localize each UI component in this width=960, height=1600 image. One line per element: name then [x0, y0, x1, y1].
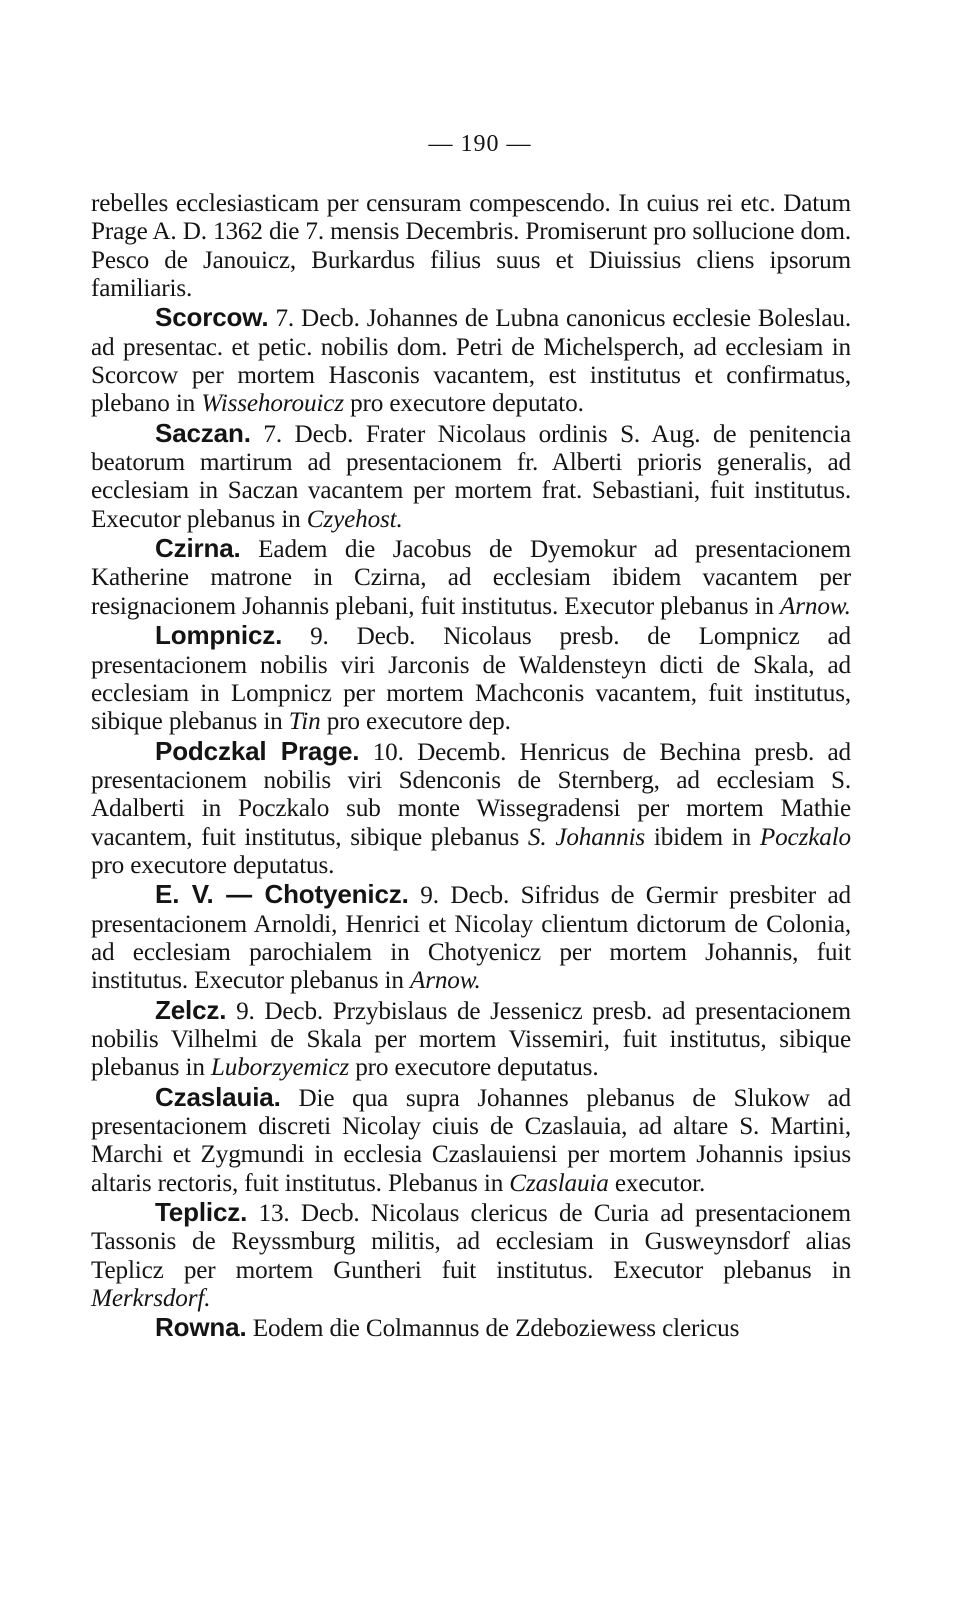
- entry-scorcow: [91, 303, 851, 418]
- entry-text: 9. Decb. Nicolaus presb. de Lompnicz ad presentacionem nobilis viri Jarconis de Waldensteyn dicti de Skala, ad ecclesiam in Lompnicz per mortem Machconis vacantem, fuit institutus, sibique plebanus in: [91, 623, 851, 736]
- entry-italic: Wissehorouicz: [201, 390, 344, 418]
- entry-text: pro executore dep.: [320, 708, 511, 736]
- entry-text: Eadem die Jacobus de Dyemokur ad presentacionem Katherine matrone in Czirna, ad ecclesiam ibidem vacantem per resignacionem Johannis plebani, fuit institutus. Executor plebanus in: [91, 536, 851, 620]
- entry-text: 7. Decb. Johannes de Lubna canonicus ecclesie Boleslau. ad presentac. et petic. nobilis dom. Petri de Michelsperch, ad ecclesiam in Scorcow per mortem Hasconis vacantem, est institutus et confirmatus, plebano in: [91, 305, 851, 418]
- entry-czaslauia: [91, 1083, 851, 1198]
- entry-text: pro executore deputatus.: [349, 1054, 599, 1082]
- entry-text: Eodem die Colmannus de Zdeboziewess clericus: [246, 1315, 740, 1343]
- place-heading: Czaslauia.: [155, 1081, 281, 1112]
- entry-lompnicz: [91, 621, 851, 736]
- place-heading: Podczkal Prage.: [155, 735, 360, 766]
- entry-italic: Arnow.: [409, 967, 481, 995]
- document-body: [91, 190, 851, 1344]
- entry-italic: Poczkalo: [759, 823, 851, 851]
- entry-zelcz: [91, 996, 851, 1083]
- entry-text: 9. Decb. Sifridus de Germir presbiter ad presentacionem Arnoldi, Henrici et Nicolay clientum dictorum de Colonia, ad ecclesiam parochialem in Chotyenicz per mortem Johannis, fuit institutus. Executor plebanus in: [91, 882, 851, 995]
- entry-italic: Tin: [288, 708, 321, 736]
- entry-italic: Merkrsdorf.: [91, 1285, 211, 1313]
- entry-italic: S. Johannis: [527, 823, 646, 851]
- place-heading: Saczan.: [155, 417, 251, 448]
- entry-text: executor.: [608, 1169, 706, 1197]
- entry-text: 9. Decb. Przybislaus de Jessenicz presb. ad presentacionem nobilis Vilhelmi de Skala per mortem Vissemiri, fuit institutus, sibique plebanus in: [91, 997, 851, 1082]
- page-number: — 190 —: [428, 131, 532, 157]
- entry-italic: Czaslauia: [509, 1169, 609, 1197]
- place-heading: E. V. — Chotyenicz.: [155, 879, 409, 910]
- continuation-paragraph: rebelles ecclesiasticam per censuram compescendo. In cuius rei etc. Datum Prage A. D. 1362 die 7. mensis Decembris. Promiserunt pro sollucione dom. Pesco de Janouicz, Burkardus filius suus et Diuissius cliens ipsorum familiaris.: [91, 190, 851, 303]
- entry-text: pro executore deputato.: [343, 390, 584, 418]
- place-heading: Zelcz.: [155, 994, 227, 1025]
- entry-text: ibidem in: [645, 823, 760, 851]
- entry-saczan: [91, 419, 851, 534]
- entry-chotyenicz: [91, 880, 851, 995]
- entry-text: 13. Decb. Nicolaus clericus de Curia ad presentacionem Tassonis de Reyssmburg militis, ad ecclesiam in Gusweynsdorf alias Teplicz per mortem Guntheri fuit institutus. Executor plebanus in: [91, 1200, 851, 1284]
- entry-text: pro executore deputatus.: [91, 851, 335, 879]
- entry-teplicz: [91, 1198, 851, 1313]
- entry-czirna: [91, 534, 851, 621]
- entry-italic: Arnow.: [780, 592, 851, 620]
- entry-text: 10. Decemb. Henricus de Bechina presb. ad presentacionem nobilis viri Sdenconis de Sternberg, ad ecclesiam S. Adalberti in Poczkalo sub monte Wissegradensi per mortem Mathie vacantem, fuit institutus, sibique plebanus: [91, 738, 851, 851]
- entry-italic: Luborzyemicz: [210, 1054, 350, 1082]
- entry-italic: Czyehost.: [306, 505, 403, 533]
- place-heading: Lompnicz.: [155, 620, 283, 651]
- place-heading: Teplicz.: [155, 1197, 248, 1228]
- place-heading: Scorcow.: [155, 302, 269, 333]
- entry-podczkal-prage: [91, 737, 851, 881]
- place-heading: Rowna.: [155, 1312, 247, 1343]
- entry-rowna: [91, 1313, 851, 1343]
- entry-text: 7. Decb. Frater Nicolaus ordinis S. Aug. de penitencia beatorum martirum ad presentacionem fr. Alberti prioris generalis, ad ecclesiam in Saczan vacantem per mortem frat. Sebastiani, fuit institutus. Executor plebanus in: [91, 420, 851, 533]
- entry-text: Die qua supra Johannes plebanus de Slukow ad presentacionem discreti Nicolay ciuis de Czaslauia, ad altare S. Martini, Marchi et Zygmundi in ecclesia Czaslauiensi per mortem Johannis ipsius altaris rectoris, fuit institutus. Plebanus in: [91, 1084, 851, 1197]
- place-heading: Czirna.: [155, 533, 241, 564]
